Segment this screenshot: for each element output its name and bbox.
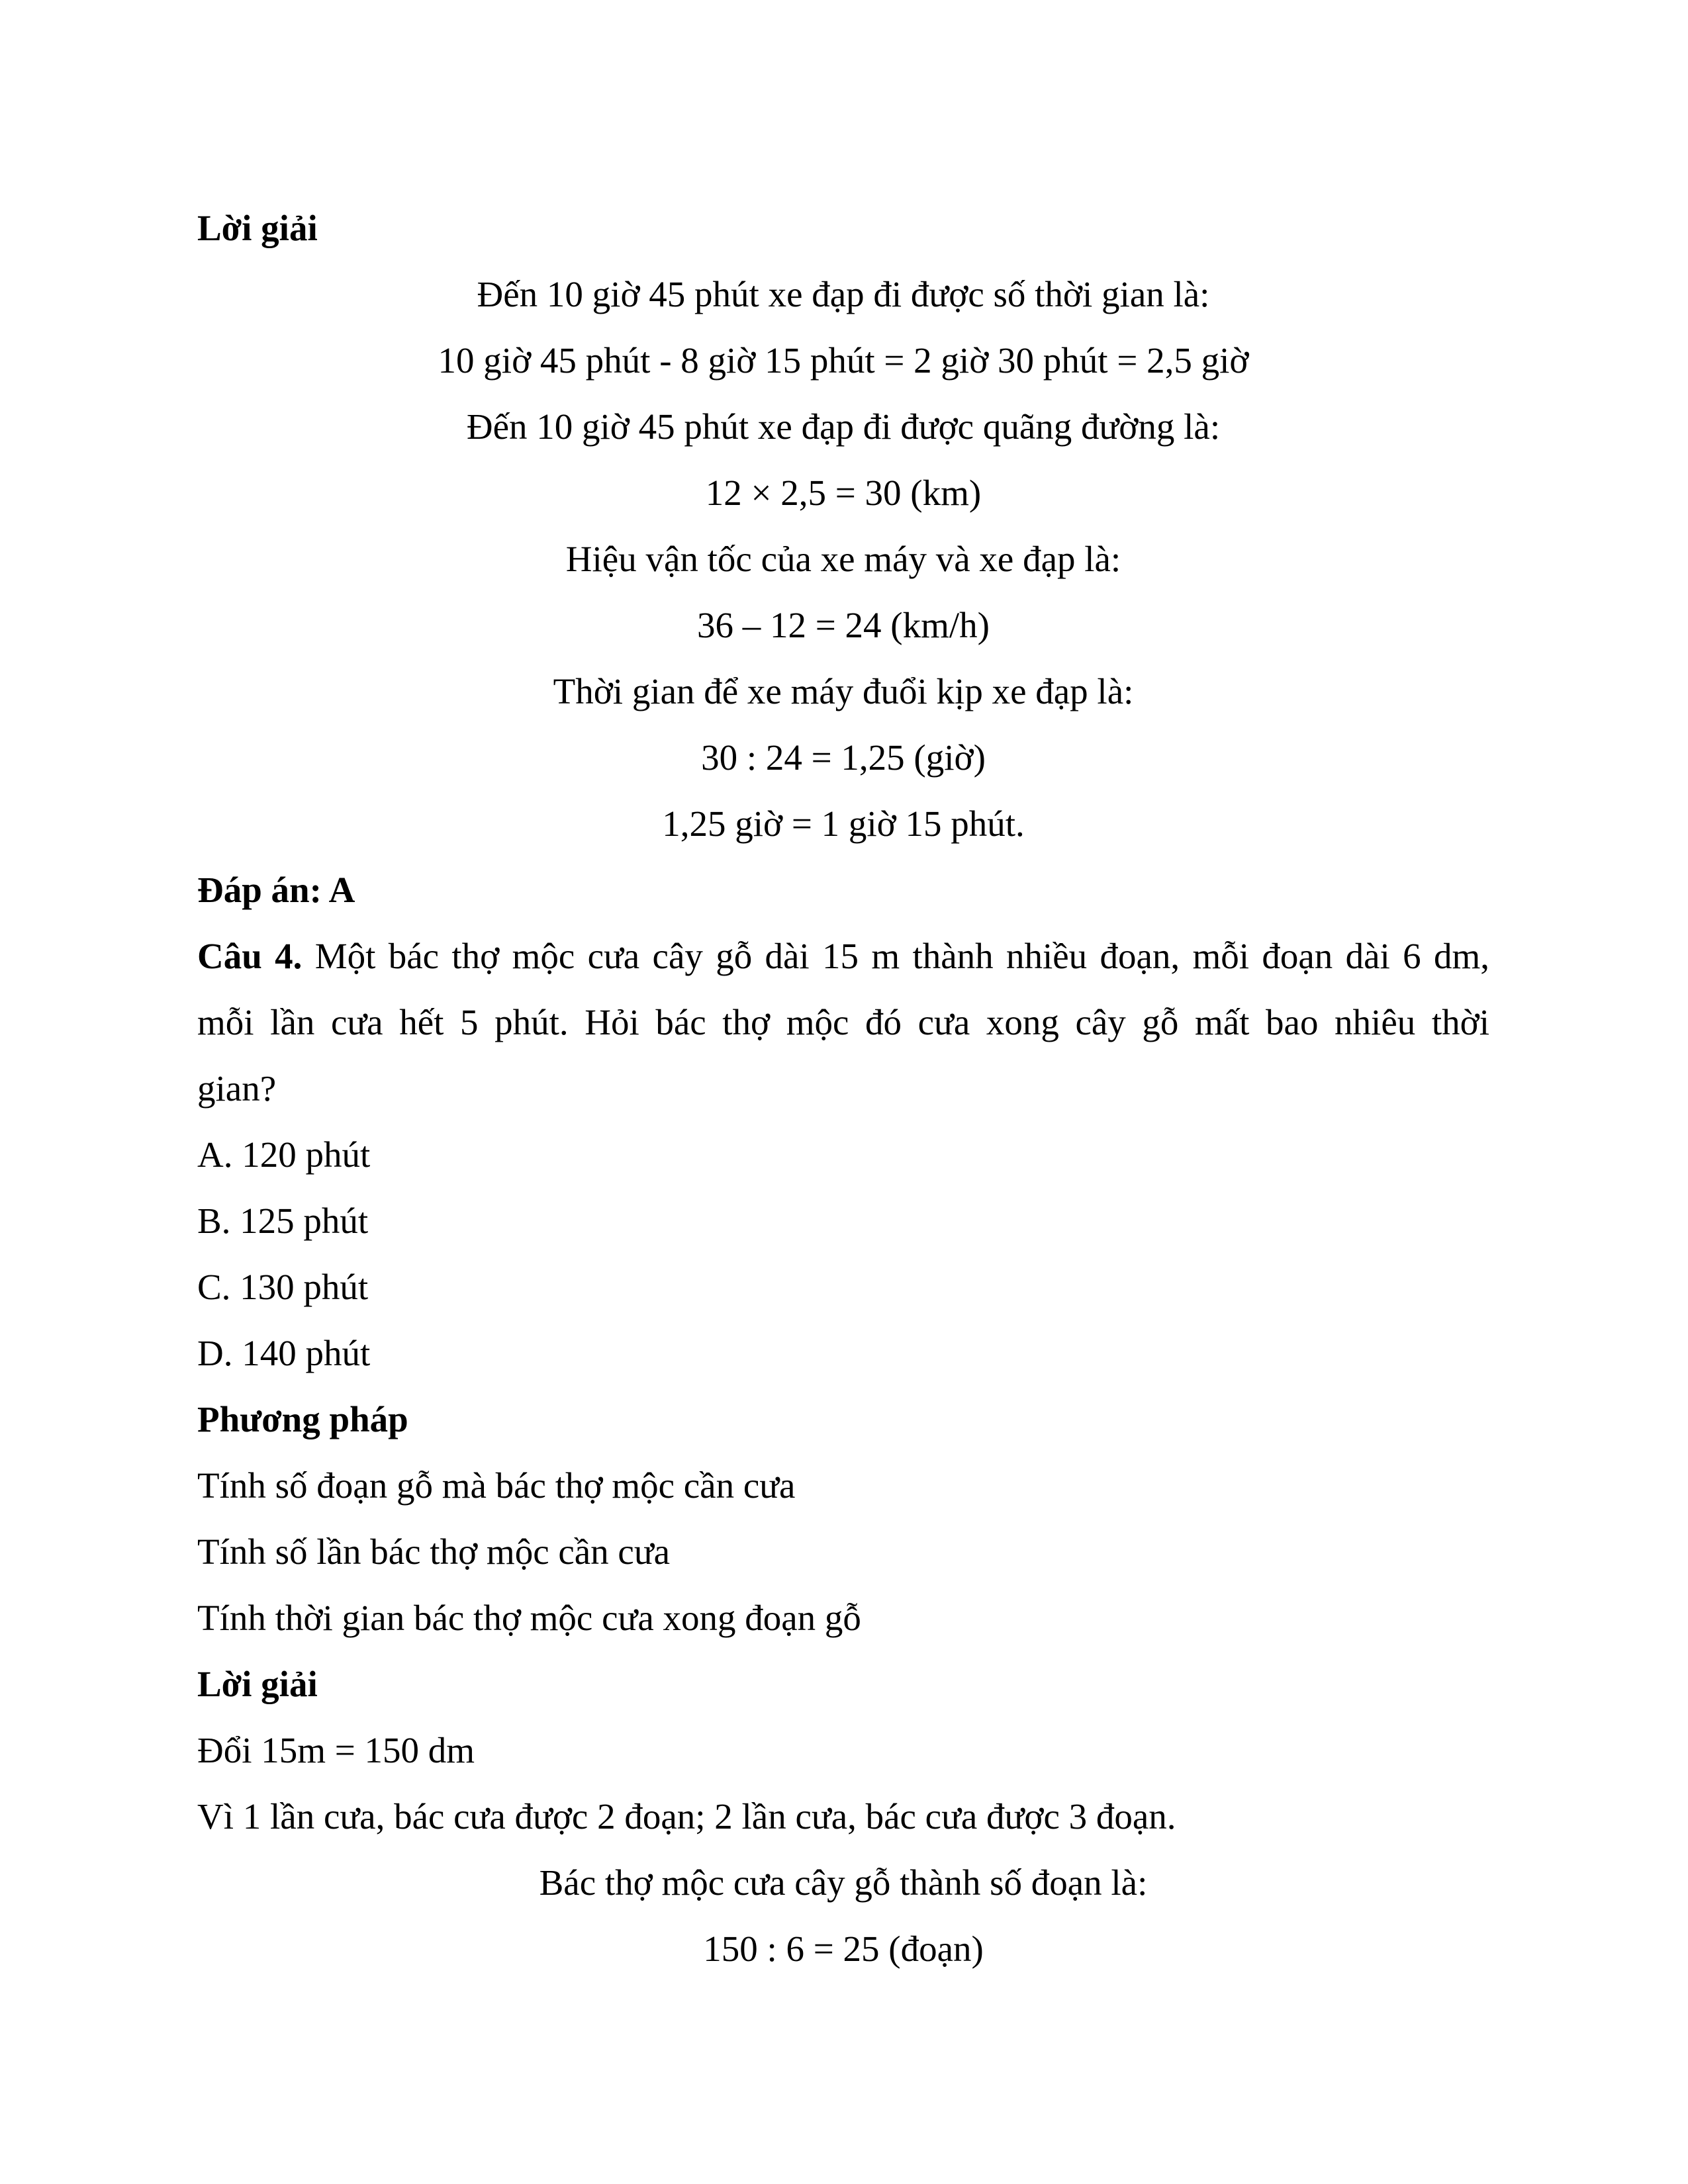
solution-heading: Lời giải — [197, 208, 318, 248]
question-label: Câu 4. — [197, 936, 303, 976]
method-heading: Phương pháp — [197, 1399, 408, 1439]
answer-line: Đáp án: A — [197, 870, 355, 910]
solution-line: 12 × 2,5 = 30 (km) — [705, 473, 982, 513]
solution-line: Hiệu vận tốc của xe máy và xe đạp là: — [565, 539, 1121, 579]
method-step: Tính số đoạn gỗ mà bác thợ mộc cần cưa — [197, 1465, 796, 1506]
question-4-line-1 — [197, 923, 1489, 989]
option-c: C. 130 phút — [197, 1267, 369, 1307]
solution-line: 30 : 24 = 1,25 (giờ) — [701, 737, 986, 778]
option-b: B. 125 phút — [197, 1201, 369, 1241]
question-text: Một bác thợ mộc cưa cây gỗ dài 15 m thành nhiều đoạn, mỗi đoạn dài 6 dm, — [302, 936, 1489, 976]
method-step: Tính thời gian bác thợ mộc cưa xong đoạn gỗ — [197, 1598, 861, 1638]
option-d: D. 140 phút — [197, 1333, 371, 1373]
solution-heading: Lời giải — [197, 1664, 318, 1704]
question-4-line-2: mỗi lần cưa hết 5 phút. Hỏi bác thợ mộc đó cưa xong cây gỗ mất bao nhiêu thời — [197, 1002, 1489, 1042]
solution-line: Đến 10 giờ 45 phút xe đạp đi được quãng đường là: — [466, 406, 1221, 447]
solution-line: 150 : 6 = 25 (đoạn) — [703, 1929, 984, 1969]
solution-line: Vì 1 lần cưa, bác cưa được 2 đoạn; 2 lần cưa, bác cưa được 3 đoạn. — [197, 1796, 1176, 1837]
option-a: A. 120 phút — [197, 1134, 371, 1175]
solution-line: Thời gian để xe máy đuổi kịp xe đạp là: — [553, 671, 1134, 711]
question-4-line-3: gian? — [197, 1068, 277, 1109]
solution-line: Bác thợ mộc cưa cây gỗ thành số đoạn là: — [539, 1862, 1148, 1903]
solution-line: 1,25 giờ = 1 giờ 15 phút. — [662, 803, 1025, 844]
solution-line: 36 – 12 = 24 (km/h) — [697, 605, 990, 645]
method-step: Tính số lần bác thợ mộc cần cưa — [197, 1531, 671, 1572]
document-page — [197, 195, 1489, 1982]
solution-line: Đổi 15m = 150 dm — [197, 1730, 475, 1770]
solution-line: 10 giờ 45 phút - 8 giờ 15 phút = 2 giờ 30 phút = 2,5 giờ — [438, 340, 1249, 381]
solution-line: Đến 10 giờ 45 phút xe đạp đi được số thời gian là: — [477, 274, 1210, 314]
